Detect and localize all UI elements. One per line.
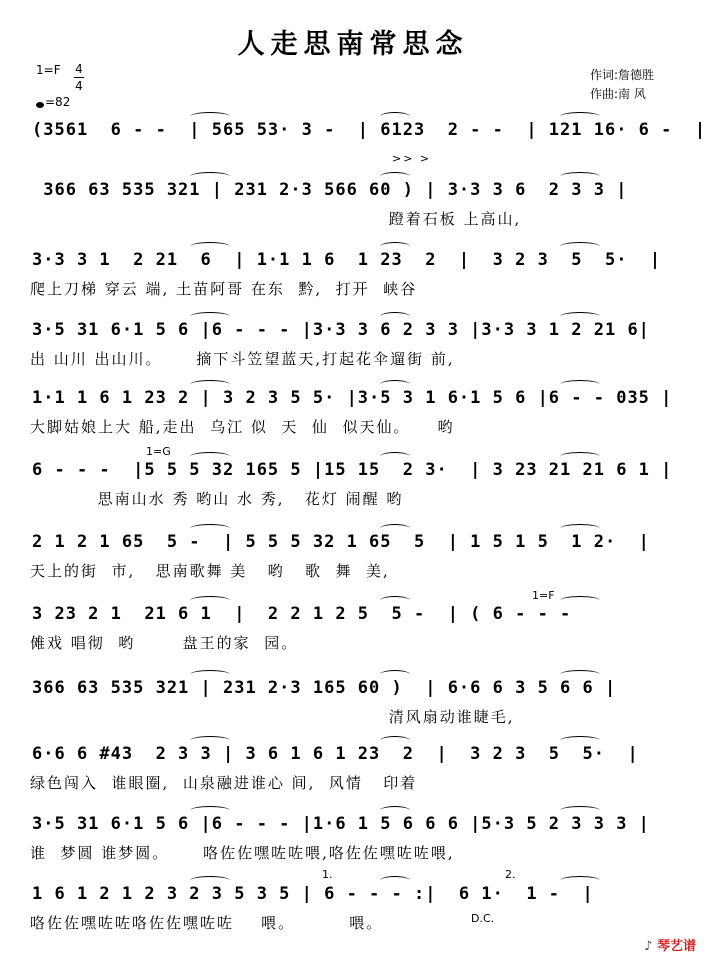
notation-row: 3 23 2 1 21 6 1 | 2 2 1 2 5 5 - | ( 6 - - - xyxy=(32,604,605,624)
slur-mark xyxy=(190,876,230,885)
slur-mark xyxy=(380,806,410,815)
slur-mark xyxy=(560,876,600,885)
lyrics-row: 绿色闯入 谁眼圈, 山泉融进谁心 间, 风情 印着 xyxy=(30,774,418,792)
credits xyxy=(590,66,654,104)
score-line xyxy=(0,742,706,802)
notation-row: 2 1 2 1 65 5 - | 5 5 5 32 1 65 5 | 1 5 1 5 1 2· | xyxy=(32,532,650,552)
slur-mark xyxy=(560,670,600,679)
notation-row: 3·3 3 1 2 21 6 | 1·1 1 6 1 23 2 | 3 2 3 5 5· | xyxy=(32,250,662,270)
notation-row: 1·1 1 6 1 23 2 | 3 2 3 5 5· |3·5 3 1 6·1 5 6 |6 - - 035 | xyxy=(32,388,673,408)
lyrics-row: 咯佐佐嘿咗咗咯佐佐嘿咗咗 喂。 喂。 xyxy=(30,914,384,932)
slur-mark xyxy=(380,524,410,533)
key-and-time-signature xyxy=(36,62,83,93)
slur-mark xyxy=(560,806,600,815)
score-line xyxy=(0,458,706,518)
slur-mark xyxy=(380,112,410,121)
notation-row: 6·6 6 #43 2 3 3 | 3 6 1 6 1 23 2 | 3 2 3 5 5· | xyxy=(32,744,639,764)
slur-mark xyxy=(560,524,600,533)
song-title: 人走思南常思念 xyxy=(237,29,469,60)
score-line xyxy=(0,118,706,178)
time-signature xyxy=(74,62,84,93)
key-change-g: 1=G xyxy=(146,445,171,458)
slur-mark xyxy=(190,670,230,679)
slur-mark xyxy=(190,736,230,745)
slur-mark xyxy=(190,112,230,121)
tempo-marking xyxy=(36,95,70,109)
slur-mark xyxy=(190,524,230,533)
lyrics-row: 天上的街 市, 思南歌舞 美 哟 歌 舞 美, xyxy=(30,562,390,580)
quarter-note-icon xyxy=(36,102,44,108)
slur-mark xyxy=(380,736,410,745)
score-line xyxy=(0,530,706,590)
notation-row: 366 63 535 321 | 231 2·3 165 60 ) | 6·6 6 3 5 6 6 | xyxy=(32,678,617,698)
score-line xyxy=(0,386,706,446)
lyrics-row: 蹬着石板 上高山, xyxy=(30,210,522,228)
slur-mark xyxy=(560,596,600,605)
time-signature-top: 4 xyxy=(75,62,83,76)
slur-mark xyxy=(380,380,410,389)
slur-mark xyxy=(380,876,410,885)
lyrics-row: 出 山川 出山川。 摘下斗笠望蓝天,打起花伞遛街 前, xyxy=(30,350,455,368)
slur-mark xyxy=(190,242,230,251)
key-signature: 1=F xyxy=(36,63,61,77)
slur-mark xyxy=(560,112,600,121)
slur-mark xyxy=(560,452,600,461)
slur-mark xyxy=(560,242,600,251)
slur-mark xyxy=(560,172,600,181)
score-line xyxy=(0,812,706,872)
logo-icon: ♪ xyxy=(644,939,653,954)
composer: 作曲:南 风 xyxy=(590,87,646,101)
site-logo: ♪ 琴艺谱 xyxy=(644,939,696,954)
slur-mark xyxy=(560,380,600,389)
slur-mark xyxy=(380,312,410,321)
accent-marks: >> > xyxy=(392,152,432,165)
slur-mark xyxy=(560,312,600,321)
slur-mark xyxy=(380,172,410,181)
slur-mark xyxy=(190,380,230,389)
da-capo-mark: D.C. xyxy=(471,912,495,925)
second-ending-label: 2. xyxy=(505,868,516,881)
first-ending-label: 1. xyxy=(322,868,333,881)
lyrics-row: 傩戏 唱彻 哟 盘王的家 园。 xyxy=(30,634,299,652)
slur-mark xyxy=(380,670,410,679)
score-line xyxy=(0,318,706,378)
slur-mark xyxy=(380,596,410,605)
notation-row: 3·5 31 6·1 5 6 |6 - - - |1·6 1 5 6 6 6 |5·3 5 2 3 3 3 | xyxy=(32,814,650,834)
score-line xyxy=(0,882,706,942)
tempo-value: =82 xyxy=(45,95,71,109)
score-line xyxy=(0,676,706,736)
lyricist: 作词:詹德胜 xyxy=(590,68,655,82)
slur-mark xyxy=(190,452,230,461)
lyrics-row: 谁 梦圆 谁梦圆。 咯佐佐嘿咗咗喂,咯佐佐嘿咗咗喂, xyxy=(30,844,455,862)
score-line xyxy=(0,602,706,662)
score-line xyxy=(0,248,706,308)
slur-mark xyxy=(190,806,230,815)
lyrics-row: 思南山水 秀 哟山 水 秀, 花灯 闹醒 哟 xyxy=(30,490,404,508)
lyrics-row: 清风扇动谁睫毛, xyxy=(30,708,515,726)
key-change-f: 1=F xyxy=(532,589,555,602)
notation-row: (3561 6 - - | 565 53· 3 - | 6123 2 - - | 121 16· 6 - | xyxy=(32,120,706,140)
time-signature-bottom: 4 xyxy=(75,79,83,93)
score-line xyxy=(0,178,706,238)
notation-row: 3·5 31 6·1 5 6 |6 - - - |3·3 3 6 2 3 3 |3·3 3 1 2 21 6| xyxy=(32,320,650,340)
slur-mark xyxy=(190,596,230,605)
lyrics-row: 爬上刀梯 穿云 端, 土苗阿哥 在东 黔, 打开 峡谷 xyxy=(30,280,418,298)
slur-mark xyxy=(190,312,230,321)
lyrics-row: 大脚姑娘上大 船,走出 乌江 似 天 仙 似天仙。 哟 xyxy=(30,418,455,436)
slur-mark xyxy=(190,172,230,181)
notation-row: 366 63 535 321 | 231 2·3 566 60 ) | 3·3 3 6 2 3 3 | xyxy=(32,180,628,200)
notation-row: 6 - - - |5 5 5 32 165 5 |15 15 2 3· | 3 23 21 21 6 1 | xyxy=(32,460,673,480)
notation-row: 1 6 1 2 1 2 3 2 3 5 3 5 | 6 - - - :| 6 1· 1 - | xyxy=(32,884,594,904)
slur-mark xyxy=(380,452,410,461)
slur-mark xyxy=(380,242,410,251)
slur-mark xyxy=(560,736,600,745)
